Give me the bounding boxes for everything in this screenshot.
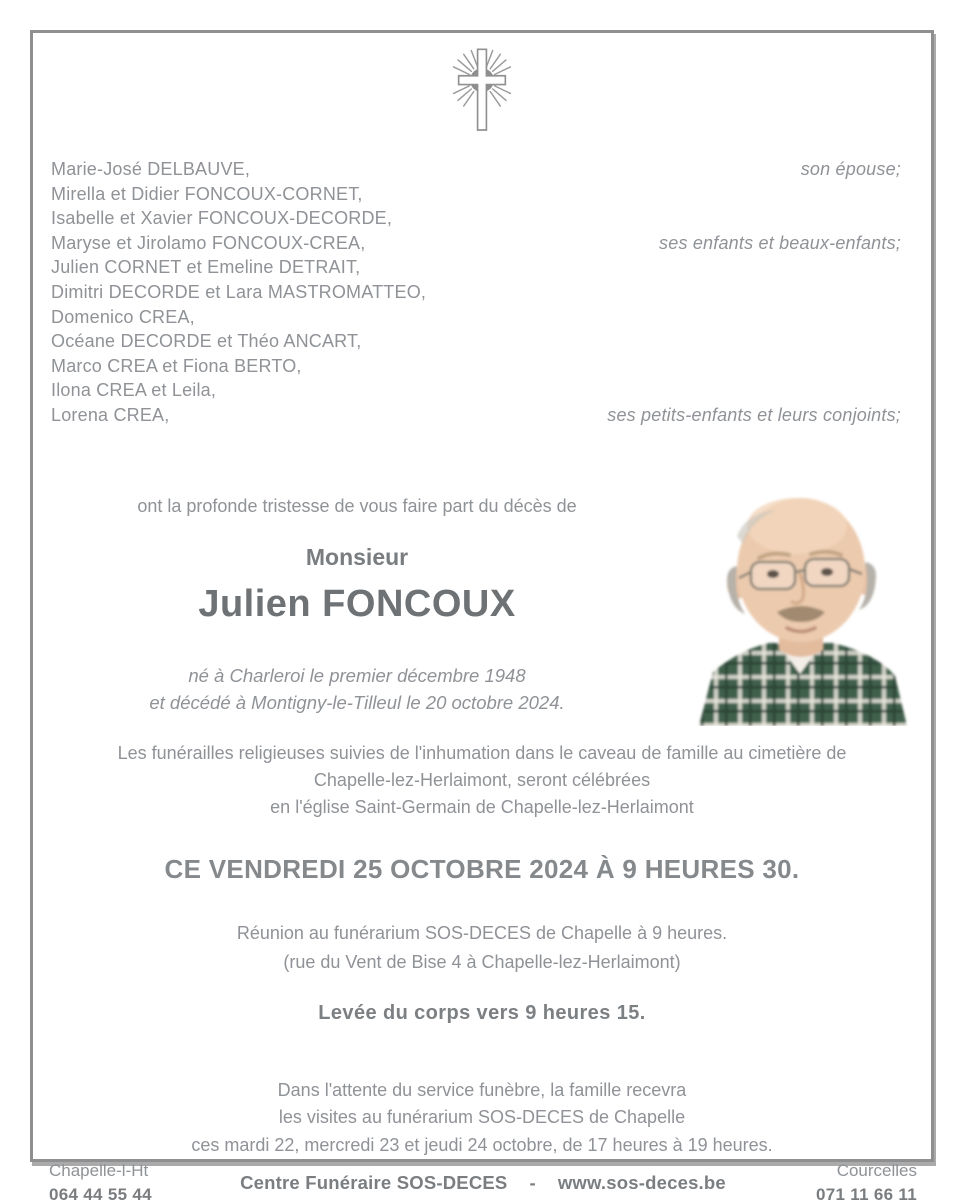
mourner-name: Dimitri DECORDE et Lara MASTROMATTEO, [51,281,427,302]
cross-icon [33,41,931,141]
deceased-name: Julien FONCOUX [198,582,516,625]
mourner-row [51,280,901,305]
funeral-home-footer [33,1159,931,1200]
mourner-name: Marco CREA et Fiona BERTO, [51,355,302,376]
relationship-label: son épouse; [800,159,901,179]
mourner-name: Isabelle et Xavier FONCOUX-DECORDE, [51,208,393,229]
visits-line: ces mardi 22, mercredi 23 et jeudi 24 octobre, de 17 heures à 19 heures. [191,1134,773,1155]
funeral-details [33,740,931,821]
office-phone: 064 44 55 44 [49,1185,152,1200]
death-line: et décédé à Montigny-le-Tilleul le 20 octobre 2024. [149,691,565,713]
civility-title: Monsieur [305,543,409,570]
funeral-line: en l'église Saint-Germain de Chapelle-lez-Herlaimont [270,796,694,817]
mourner-row [51,403,901,428]
relationship-label: ses petits-enfants et leurs conjoints; [607,404,901,425]
birth-death-lines [33,662,681,716]
relationship-label: ses enfants et beaux-enfants; [659,232,901,253]
mourner-row [51,206,901,231]
footer-center [209,1172,757,1194]
mourner-row [51,255,901,280]
mourner-row [51,157,901,182]
announcement-intro: ont la profonde tristesse de vous faire part du décès de [137,495,577,516]
obituary-sheet [30,30,934,1200]
mourner-name: Mirella et Didier FONCOUX-CORNET, [51,183,363,204]
visits-line: les visites au funérarium SOS-DECES de Chapelle [278,1107,686,1128]
birth-line: né à Charleroi le premier décembre 1948 [188,664,526,686]
mourner-name: Lorena CREA, [51,404,170,425]
mourner-name: Océane DECORDE et Théo ANCART, [51,331,362,352]
mourner-row [51,354,901,379]
announcement-section [33,474,931,726]
funeral-line: Les funérailles religieuses suivies de l'inhumation dans le caveau de famille au cimetière de [117,742,847,763]
announcement-text [33,474,681,726]
funeral-home-name: Centre Funéraire SOS-DECES [240,1172,508,1194]
mourner-row [51,231,901,256]
levee-du-corps: Levée du corps vers 9 heures 15. [318,1001,646,1024]
mourner-name: Marie-José DELBAUVE, [51,159,251,179]
footer-separator: - [529,1172,536,1194]
portrait-photo [681,474,919,726]
funeral-line: Chapelle-lez-Herlaimont, seront célébrées [313,769,651,790]
mourner-name: Domenico CREA, [51,306,195,327]
mourner-row [51,378,901,403]
visits-line: Dans l'attente du service funèbre, la famille recevra [277,1079,687,1100]
ceremony-date: CE VENDREDI 25 OCTOBRE 2024 À 9 HEURES 30. [164,853,800,884]
mourner-row [51,305,901,330]
mourner-name: Maryse et Jirolamo FONCOUX-CREA, [51,232,366,253]
visits-details [33,1077,931,1160]
gathering-line: (rue du Vent de Bise 4 à Chapelle-lez-Herlaimont) [283,951,681,972]
gathering-line: Réunion au funérarium SOS-DECES de Chapelle à 9 heures. [236,922,728,943]
mourner-name: Ilona CREA et Leila, [51,380,217,401]
mourner-name: Julien CORNET et Emeline DETRAIT, [51,257,361,278]
funeral-home-website: www.sos-deces.be [557,1172,726,1194]
office-city: Chapelle-l-Ht [49,1161,149,1181]
mourner-row [51,329,901,354]
office-city: Courcelles [836,1161,917,1181]
mourners-list [33,157,931,428]
footer-left-office [49,1159,209,1200]
gathering-details [33,919,931,977]
mourner-row [51,182,901,207]
footer-right-office [757,1159,917,1200]
office-phone: 071 11 66 11 [816,1185,917,1200]
